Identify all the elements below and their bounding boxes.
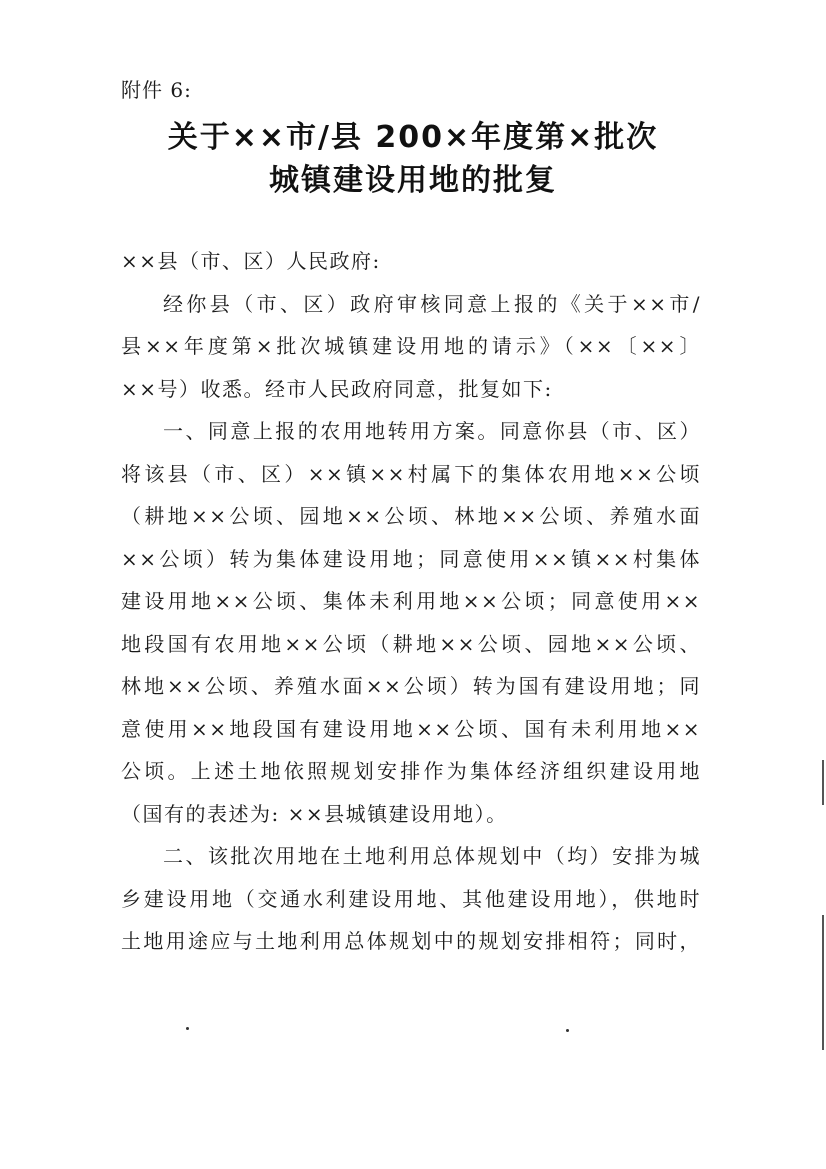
body-line: 林地××公顷、养殖水面××公顷）转为国有建设用地；同 <box>121 674 701 698</box>
body-line: 县××年度第×批次城镇建设用地的请示》（××〔××〕 <box>121 334 701 358</box>
body-line: 一、同意上报的农用地转用方案。同意你县（市、区） <box>163 419 701 443</box>
scan-edge-mark <box>822 915 824 1050</box>
body-line: 二、该批次用地在土地利用总体规划中（均）安排为城 <box>163 844 701 868</box>
body-line: 将该县（市、区）××镇××村属下的集体农用地××公顷 <box>121 461 701 486</box>
scan-dot <box>186 1027 189 1030</box>
body-line: 乡建设用地（交通水利建设用地、其他建设用地），供地时 <box>121 886 701 911</box>
scan-dot <box>566 1029 569 1032</box>
body-line: 土地用途应与土地利用总体规划中的规划安排相符；同时， <box>121 929 701 953</box>
body-line: 公顷。上述土地依照规划安排作为集体经济组织建设用地 <box>121 759 701 783</box>
body-line: （国有的表述为: ××县城镇建设用地）。 <box>121 801 508 826</box>
attachment-label: 附件 6: <box>121 78 192 102</box>
body-line: 意使用××地段国有建设用地××公顷、国有未利用地×× <box>121 716 701 741</box>
salutation: ××县（市、区）人民政府: <box>121 249 381 273</box>
body-line: ××号）收悉。经市人民政府同意，批复如下: <box>121 376 553 401</box>
body-line: 建设用地××公顷、集体未利用地××公顷；同意使用×× <box>121 589 701 613</box>
document-title-line-1: 关于××市/县 200×年度第×批次 <box>167 120 659 155</box>
body-line: 地段国有农用地××公顷（耕地××公顷、园地××公顷、 <box>121 631 701 656</box>
body-line: ××公顷）转为集体建设用地；同意使用××镇××村集体 <box>121 546 701 571</box>
document-title-line-2: 城镇建设用地的批复 <box>269 163 557 198</box>
body-line: （耕地××公顷、园地××公顷、林地××公顷、养殖水面 <box>121 504 701 528</box>
document-body <box>121 240 701 963</box>
scan-edge-mark <box>822 760 824 805</box>
body-line: 经你县（市、区）政府审核同意上报的《关于××市/ <box>163 291 701 316</box>
